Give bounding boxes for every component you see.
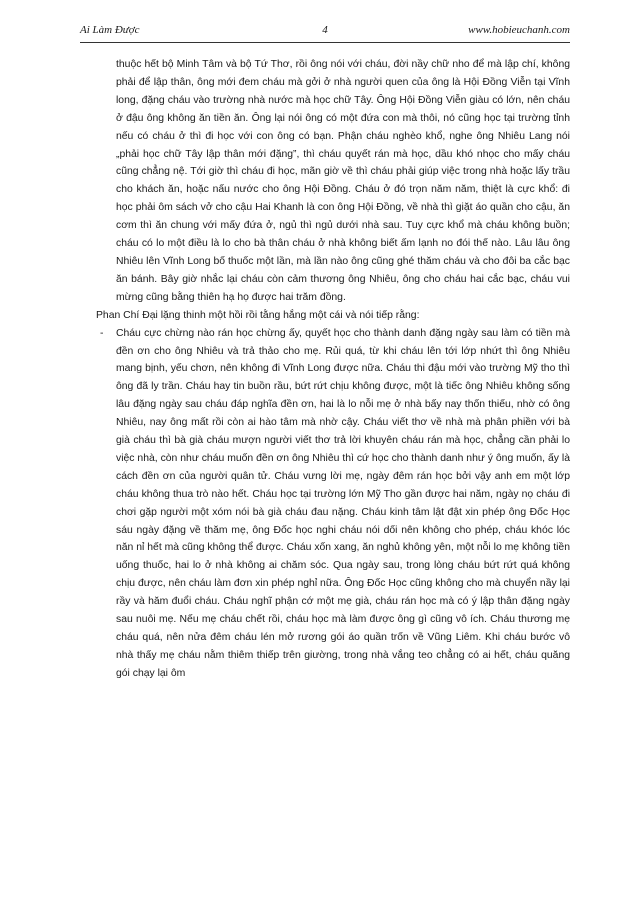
header-website: www.hobieuchanh.com bbox=[468, 24, 570, 36]
page-header bbox=[80, 20, 570, 43]
page-body bbox=[96, 56, 570, 683]
dialogue-paragraph bbox=[96, 325, 570, 683]
header-page-number: 4 bbox=[322, 24, 328, 36]
paragraph-narration: Phan Chí Đại lặng thinh một hồi rồi tằng hắng một cái và nói tiếp rằng: bbox=[96, 309, 420, 321]
header-book-title: Ai Làm Được bbox=[80, 24, 140, 36]
dialogue-text: Cháu cực chừng nào rán học chừng ấy, quyết học cho thành danh đặng ngày sau làm có tiền mà đền ơn cho ông Nhiêu và trả thảo cho mẹ. Rủi quá, từ khi cháu lên tới lớp nhứt thì ông Nhiêu mang bịnh, yếu chơn, nên không đi Vĩnh Long được nữa. Cháu thi đậu mới vào trường Mỹ tho thì ông đã ly trần. Cháu hay tin buồn rầu, bứt rứt chịu không được, một là tiếc ông Nhiêu không sống lâu đặng ngày sau cháu đáp nghĩa đền ơn, hai là lo nỗi mẹ ở nhà bấy nay thốn thiếu, nhờ có ông Nhiêu, nay ông mất rồi còn ai hào tâm mà nhờ cậy. Cháu viết thơ về nhà mà phân phiền với bà già cháu thì bà già cháu mượn người viết thơ trả lời khuyên cháu rán mà học, chẳng cần phải lo việc nhà, còn như cháu muốn đền ơn ông Nhiêu thì cứ học cho thành danh như ý ông muốn, ấy là cách đền ơn của người quân tử. Cháu vưng lời mẹ, ngày đêm rán học bởi vậy anh em một lớp cháu không thua trò nào hết. Cháu học tại trường lớn Mỹ Tho gần được hai năm, ngày nọ cháu đi chơi gặp người một xóm nói bà già cháu đau nặng. Cháu kinh tâm lật đật xin phép ông Đốc Học sáu ngày đặng về thăm mẹ, ông Đốc học nghi cháu nói dối nên không cho phép, cháu khóc lóc năn nỉ hết mà cũng không thể được. Cháu xốn xang, ăn nghủ không yên, một nỗi lo mẹ không tiền uống thuốc, hai lo ở nhà không ai chăm sóc. Qua ngày sau, trong lòng cháu bứt rứt quá không chịu được, nên cháu làm đơn xin phép nghỉ nữa. Ông Đốc Học cũng không cho mà chuyển nầy lại rầy và hăm đuổi cháu. Cháu nghĩ phận cớ một mẹ già, cháu rán học mà có ý lập thân đặng ngày sau nuôi mẹ. Nếu mẹ cháu chết rồi, cháu học mà làm được ông gì cũng vô ích. Cháu thương mẹ cháu quá, nên nửa đêm cháu lén mở rương gói áo quần trốn về Vũng Liêm. Khi cháu bước vô nhà thấy mẹ cháu nằm thiêm thiếp trên giường, trong nhà vắng teo chẳng có ai hết, cháu quăng gói chạy lại ôm bbox=[116, 327, 570, 679]
dialogue-dash: - bbox=[100, 327, 104, 339]
paragraph-continued: thuộc hết bộ Minh Tâm và bộ Tứ Thơ, rồi ông nói với cháu, đời nầy chữ nho để mà lập chí, không phải để lập thân, ông mới đem cháu mà gởi ở nhà người quen của ông là Hội Đồng Viễn tại Vĩnh long, đặng cháu vào trường nhà nước mà học chữ Tây. Ông Hội Đồng Viễn giàu có lớn, nên cháu ở đậu ông không ăn tiền ăn. Ông lại nói ông có một đứa con mà thôi, nó cũng học tại trường tỉnh nếu có cháu ở thì đi học với con ông có bạn. Phận cháu nghèo khổ, nghe ông Nhiêu Lang nói „phải học chữ Tây lập thân mới đặng”, thì cháu quyết rán mà học, dầu khó nhọc cho mấy cháu cũng chẳng nệ. Tới giờ thì cháu đi học, mãn giờ về thì cháu phải giúp việc trong nhà hoặc lấy trầu cho khách ăn, hoặc nấu nước cho ông Hội Đồng. Cháu ở đó trọn năm năm, thiệt là cực khổ: đi học phải ôm sách vở cho cậu Hai Khanh là con ông Hội Đồng, về nhà thì giặt áo quần cho cậu, ăn cơm thì ăn chung với mấy đứa ở, ngủ thì ngủ dưới nhà sau. Tuy cực khổ mà cháu không buồn; cháu có lo một điều là lo cho bà thân cháu ở nhà không biết ấm lạnh no đói thế nào. Lâu lâu ông Nhiêu lên Vĩnh Long bố thuốc một lần, mà lần nào ông cũng ghé thăm cháu và cho đôi ba cắc bạc ăn bánh. Bây giờ nhắc lại cháu còn cảm thương ông Nhiêu, ông cho cháu hai cắc bạc, cháu vui mừng cũng bằng thiên hạ họ được hai trăm đồng. bbox=[116, 59, 570, 303]
